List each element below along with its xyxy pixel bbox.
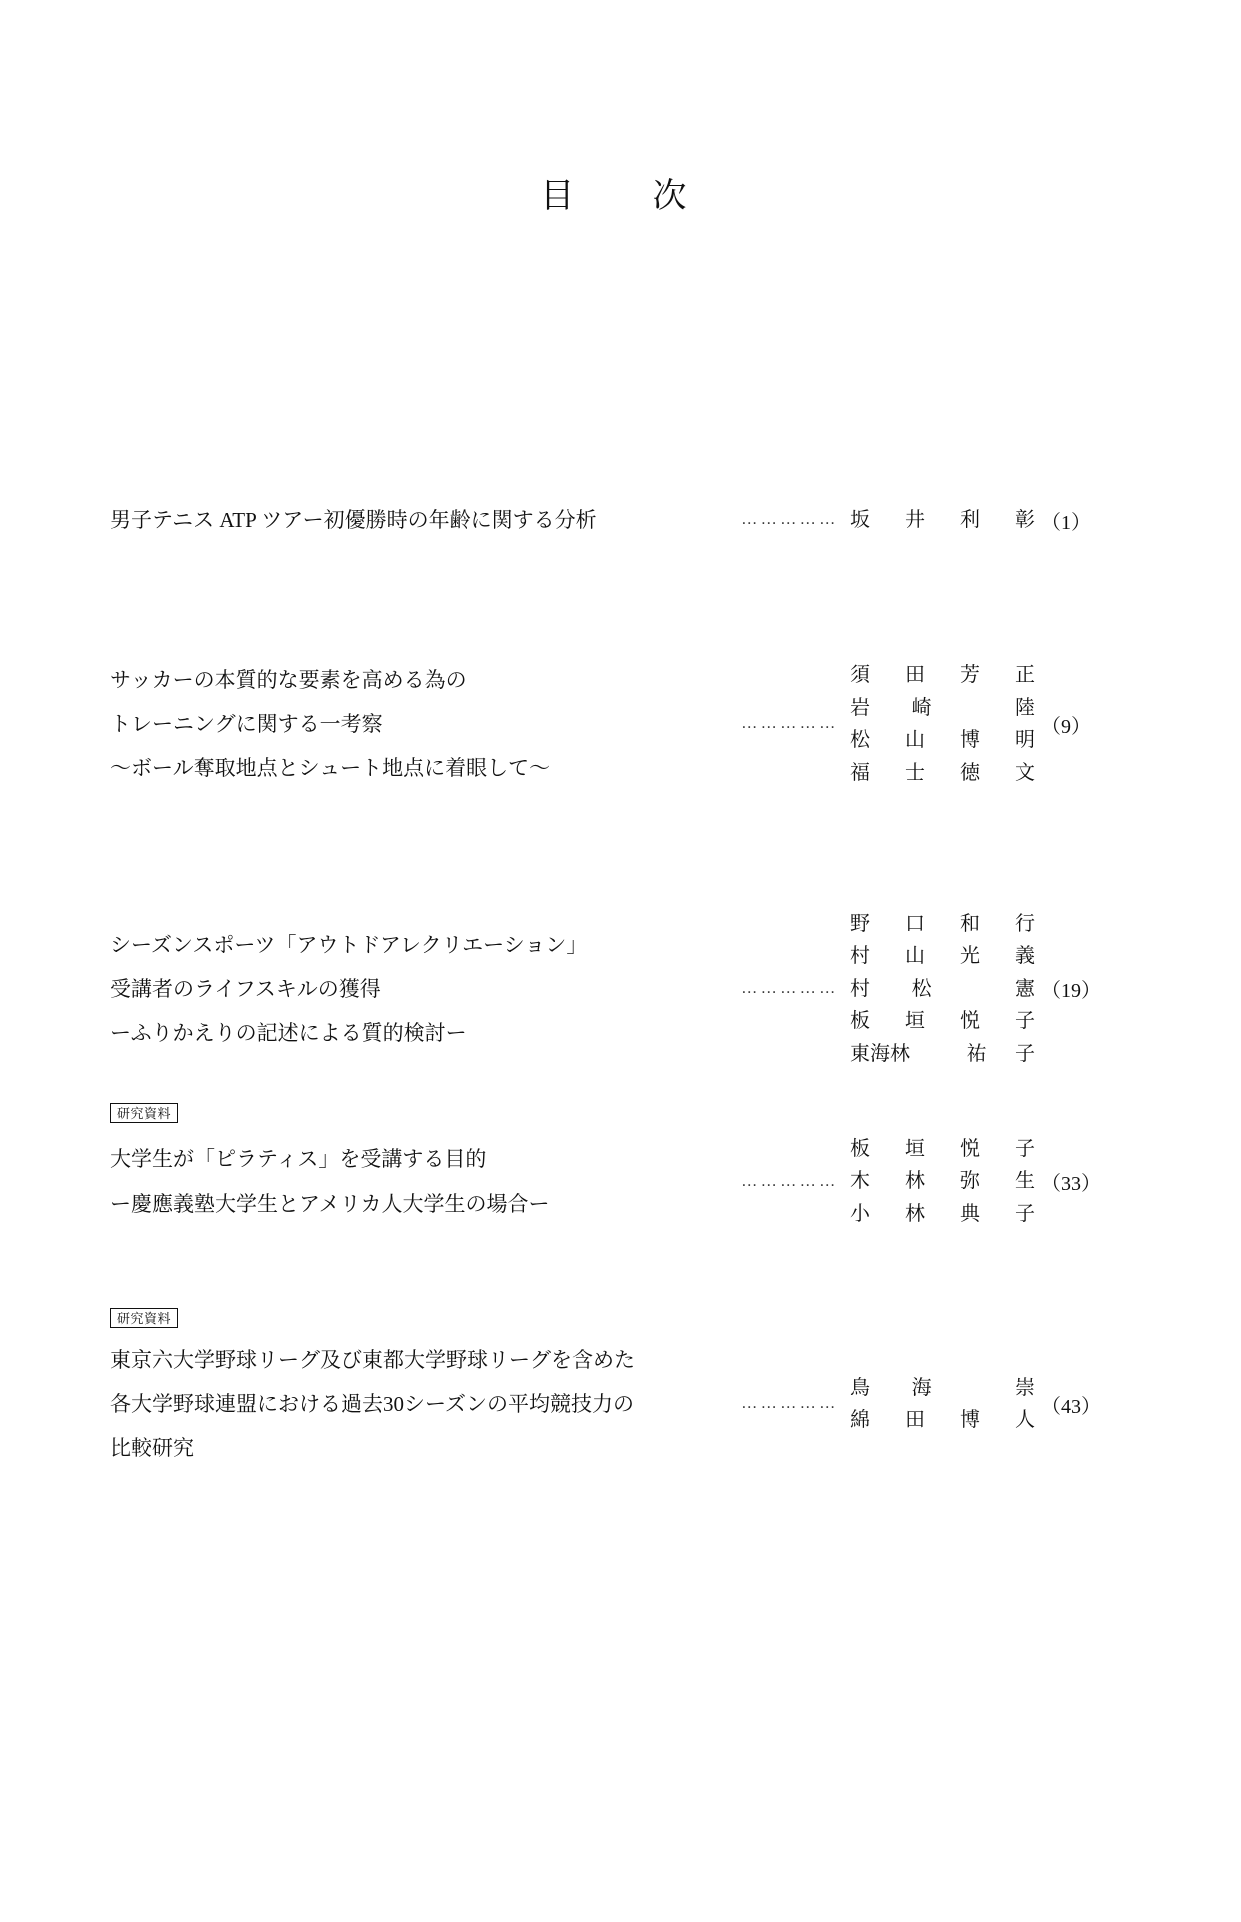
- author-char: 田: [905, 1409, 925, 1432]
- author-row: [850, 1038, 1035, 1070]
- toc-entry-3[interactable]: [110, 908, 1131, 1070]
- author-row: [850, 973, 1035, 1005]
- leader-dots-2: ……………: [741, 715, 839, 733]
- entry-tag-4: 研究資料: [110, 1103, 178, 1123]
- page-title: [110, 168, 1131, 217]
- author-char: 子: [1015, 1010, 1035, 1033]
- entry-page-5: （43）: [1041, 1395, 1101, 1418]
- author-char: 村: [850, 977, 870, 1000]
- author-char: 東海林: [850, 1042, 910, 1065]
- author-char: 岩: [850, 696, 870, 719]
- author-char: 悦: [960, 1010, 980, 1033]
- author-char: 須: [850, 664, 870, 687]
- author-row: [850, 757, 1035, 789]
- author-char: 祐: [966, 1042, 987, 1065]
- leader-dots-4: ……………: [741, 1172, 839, 1190]
- author-row: [850, 659, 1035, 691]
- author-char: 山: [905, 729, 925, 752]
- entry-title-line: ーふりかえりの記述による質的検討ー: [110, 1021, 467, 1046]
- entry-title-1: [110, 498, 730, 542]
- toc-entry-1[interactable]: [110, 498, 1131, 542]
- author-char: 義: [1015, 945, 1035, 968]
- author-char: 林: [905, 1202, 925, 1225]
- leader-dots-5: ……………: [741, 1395, 839, 1413]
- author-row: [850, 1198, 1035, 1230]
- entry-title-line: 〜ボール奪取地点とシュート地点に着眼して〜: [110, 756, 551, 781]
- author-char: 垣: [905, 1010, 925, 1033]
- author-char: 生: [1015, 1170, 1035, 1193]
- author-row: [850, 1005, 1035, 1037]
- entry-title-2: [110, 658, 730, 790]
- author-char: 綿: [850, 1409, 870, 1432]
- author-char: 林: [905, 1170, 925, 1193]
- toc-entry-2[interactable]: [110, 658, 1131, 790]
- leader-dots-1: ……………: [741, 511, 839, 529]
- author-char: 正: [1015, 664, 1035, 687]
- author-char: 博: [960, 1409, 980, 1432]
- entry-title-line: シーズンスポーツ「アウトドアレクリエーション」: [110, 932, 588, 957]
- entry-title-line: 男子テニス ATP ツアー初優勝時の年齢に関する分析: [110, 508, 597, 532]
- entry-page-2: （9）: [1041, 715, 1091, 738]
- author-char: 田: [905, 664, 925, 687]
- author-row: [850, 692, 1035, 724]
- author-row: [850, 724, 1035, 756]
- author-char: 井: [905, 508, 925, 531]
- author-char: 憲: [1014, 977, 1035, 1000]
- author-row: [850, 1372, 1035, 1404]
- author-char: 板: [850, 1010, 870, 1033]
- author-char: 海: [911, 1376, 932, 1399]
- entry-authors-3: [850, 908, 1035, 1070]
- author-char: 悦: [960, 1138, 980, 1160]
- author-char: 板: [850, 1138, 870, 1160]
- entry-title-5: [110, 1338, 730, 1470]
- author-row: [850, 1165, 1035, 1197]
- author-char: 鳥: [850, 1376, 870, 1399]
- entry-title-line: 受講者のライフスキルの獲得: [110, 976, 381, 1001]
- author-row: [850, 1404, 1035, 1436]
- entry-title-line: トレーニングに関する一考察: [110, 712, 383, 737]
- author-char: 博: [960, 729, 980, 752]
- entry-tag-5: 研究資料: [110, 1308, 178, 1328]
- author-char: 彰: [1015, 508, 1035, 531]
- author-char: 子: [1015, 1202, 1035, 1225]
- author-char: 徳: [960, 761, 980, 784]
- entry-authors-2: [850, 659, 1035, 789]
- entry-page-3: （19）: [1041, 980, 1101, 1003]
- entry-title-line: 各大学野球連盟における過去30シーズンの平均競技力の: [110, 1392, 634, 1417]
- author-char: 和: [960, 913, 980, 935]
- author-char: 利: [960, 508, 980, 531]
- author-char: 山: [905, 945, 925, 968]
- author-char: 木: [850, 1170, 870, 1193]
- entry-title-line: ー慶應義塾大学生とアメリカ人大学生の場合ー: [110, 1191, 550, 1216]
- author-char: 文: [1015, 761, 1035, 784]
- author-char: 崇: [1014, 1376, 1035, 1399]
- author-char: 士: [905, 761, 925, 784]
- author-char: 小: [850, 1202, 870, 1225]
- author-char: 崎: [911, 696, 932, 719]
- author-char: 明: [1015, 729, 1035, 752]
- toc-entry-5[interactable]: [110, 1308, 1131, 1470]
- author-row: [850, 504, 1035, 536]
- author-char: 典: [960, 1202, 980, 1225]
- entry-title-line: 比較研究: [110, 1436, 194, 1461]
- entry-title-line: サッカーの本質的な要素を高める為の: [110, 668, 467, 692]
- toc-entry-4[interactable]: [110, 1103, 1131, 1230]
- entry-authors-1: [850, 504, 1035, 536]
- author-char: 坂: [850, 508, 870, 531]
- author-char: 光: [960, 945, 980, 968]
- author-char: 福: [850, 761, 870, 784]
- toc-page: [0, 168, 1241, 1922]
- entry-title-line: 東京六大学野球リーグ及び東都大学野球リーグを含めた: [110, 1348, 635, 1372]
- author-char: 陸: [1014, 696, 1035, 719]
- entry-title-3: [110, 923, 730, 1055]
- leader-dots-3: ……………: [741, 979, 839, 997]
- author-char: 口: [905, 913, 925, 935]
- page-title-char-1: 目: [540, 178, 589, 215]
- page-title-char-2: 次: [652, 178, 701, 215]
- author-row: [850, 908, 1035, 940]
- author-row: [850, 940, 1035, 972]
- author-char: 松: [850, 729, 870, 752]
- entry-title-line: 大学生が「ピラティス」を受講する目的: [110, 1147, 487, 1172]
- author-char: 弥: [960, 1170, 980, 1193]
- entry-authors-5: [850, 1372, 1035, 1437]
- author-char: 松: [911, 977, 932, 1000]
- author-row: [850, 1133, 1035, 1165]
- author-char: 人: [1015, 1409, 1035, 1432]
- author-char: 子: [1015, 1138, 1035, 1160]
- author-char: 村: [850, 945, 870, 968]
- author-char: 行: [1015, 913, 1035, 935]
- entry-page-4: （33）: [1041, 1173, 1101, 1196]
- entry-authors-4: [850, 1133, 1035, 1230]
- entry-title-4: [110, 1137, 730, 1225]
- author-char: 子: [1014, 1042, 1035, 1065]
- author-char: 野: [850, 913, 870, 935]
- author-char: 垣: [905, 1138, 925, 1160]
- author-char: 芳: [960, 664, 980, 687]
- entry-page-1: （1）: [1041, 511, 1091, 534]
